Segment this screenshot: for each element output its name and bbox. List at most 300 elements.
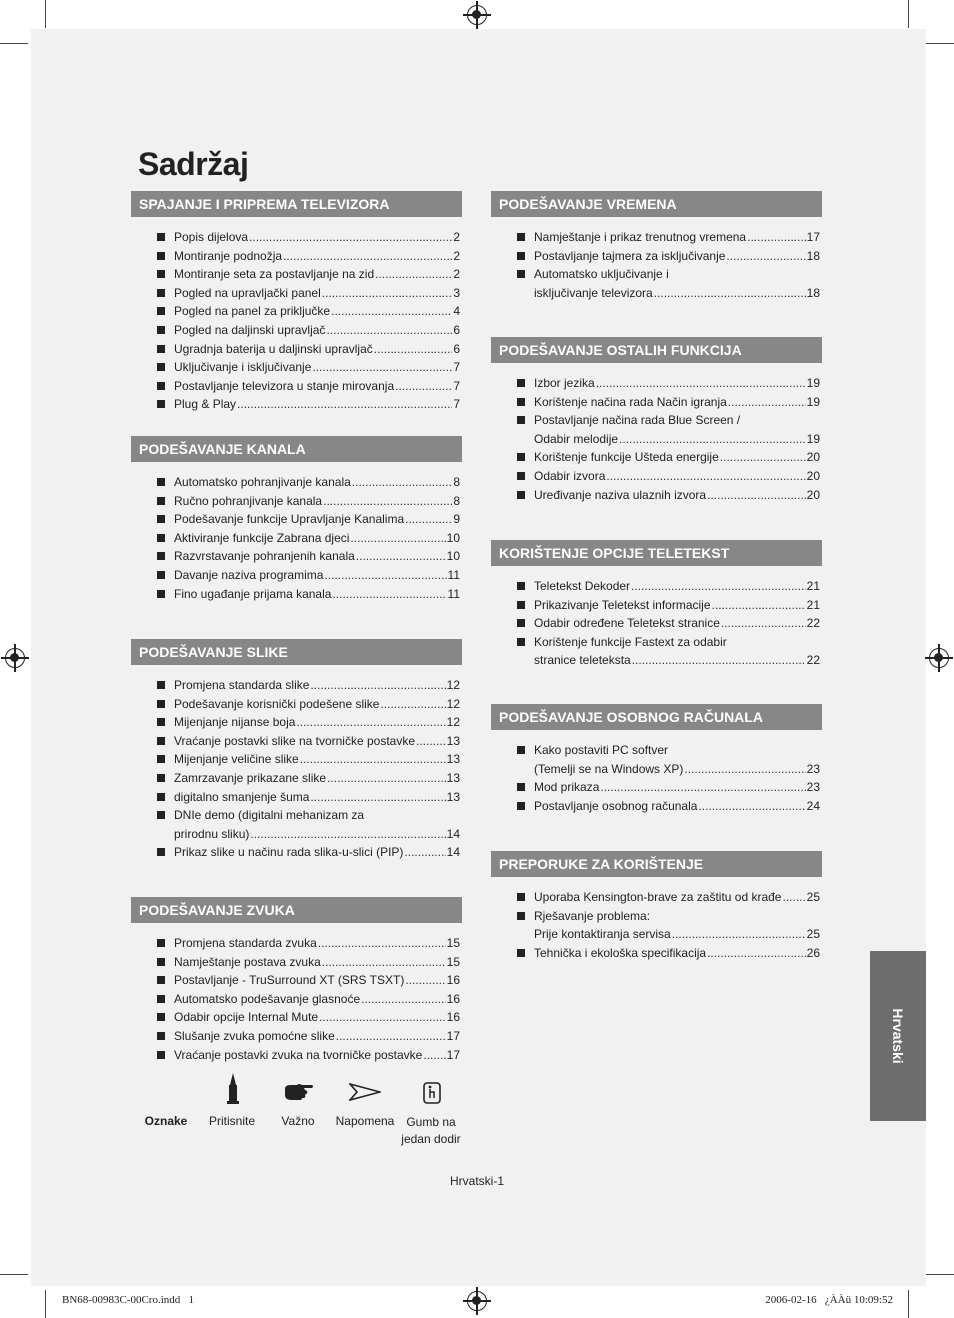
toc-entry-line bbox=[534, 778, 820, 797]
dot-leader bbox=[322, 953, 446, 972]
toc-entry bbox=[131, 1008, 462, 1027]
registration-mark-icon bbox=[5, 648, 25, 668]
toc-entry-line bbox=[174, 529, 460, 548]
bullet-square-icon bbox=[517, 398, 525, 406]
toc-page-number: 20 bbox=[806, 468, 820, 483]
dot-leader bbox=[380, 695, 445, 714]
toc-page-number: 2 bbox=[453, 267, 460, 282]
toc-page-number: 6 bbox=[453, 322, 460, 337]
toc-entry-line bbox=[174, 340, 460, 359]
dot-leader bbox=[312, 358, 452, 377]
toc-entry-line bbox=[174, 302, 460, 321]
toc-page-number: 22 bbox=[806, 616, 820, 631]
toc-page-number: 23 bbox=[806, 780, 820, 795]
bullet-square-icon bbox=[517, 893, 525, 901]
bullet-square-icon bbox=[157, 681, 165, 689]
bullet-square-icon bbox=[157, 1051, 165, 1059]
bullet-square-icon bbox=[157, 958, 165, 966]
toc-page-number: 20 bbox=[806, 487, 820, 502]
toc-entry bbox=[131, 377, 462, 396]
toc-list bbox=[491, 888, 822, 962]
crop-mark bbox=[908, 0, 909, 28]
toc-entry bbox=[131, 358, 462, 377]
bullet-square-icon bbox=[157, 289, 165, 297]
toc-entry-text: Mod prikaza bbox=[534, 780, 600, 795]
toc-page-number: 7 bbox=[453, 360, 460, 375]
dot-leader bbox=[300, 750, 446, 769]
toc-entry bbox=[131, 843, 462, 862]
bullet-square-icon bbox=[157, 571, 165, 579]
toc-entry-text: Namještanje i prikaz trenutnog vremena bbox=[534, 230, 747, 244]
dot-leader bbox=[310, 676, 445, 695]
toc-entry-text: (Temelji se na Windows XP) bbox=[534, 761, 684, 776]
toc-entry-text: Podešavanje funkcije Upravljanje Kanalima bbox=[174, 512, 405, 527]
bullet-square-icon bbox=[157, 976, 165, 984]
toc-entry bbox=[131, 990, 462, 1009]
toc-entry-text: Postavljanje televizora u stanje mirovanja bbox=[174, 378, 395, 393]
toc-entry-line bbox=[534, 284, 820, 303]
toc-entry bbox=[131, 529, 462, 548]
toc-entry-text: Ugradnja baterija u daljinski upravljač bbox=[174, 341, 373, 356]
toc-page-number: 8 bbox=[453, 493, 460, 508]
toc-entry-text: Ručno pohranjivanje kanala bbox=[174, 493, 323, 508]
dot-leader bbox=[361, 990, 446, 1009]
dot-leader bbox=[600, 778, 805, 797]
section-heading: KORIŠTENJE OPCIJE TELETEKST bbox=[491, 540, 822, 566]
toc-page-number: 17 bbox=[446, 1047, 460, 1062]
toc-page-number: 19 bbox=[806, 394, 820, 409]
toc-entry-line bbox=[174, 1027, 460, 1046]
toc-entry-line bbox=[534, 374, 820, 393]
bullet-square-icon bbox=[157, 939, 165, 947]
dot-leader bbox=[296, 713, 445, 732]
toc-entry-text: Prikaz slike u načinu rada slika-u-slici (PIP) bbox=[174, 845, 404, 860]
toc-entry-line bbox=[534, 393, 820, 412]
dot-leader bbox=[332, 585, 446, 604]
legend-press-label: Pritisnite bbox=[208, 1114, 255, 1128]
dot-leader bbox=[619, 430, 806, 449]
toc-entry bbox=[491, 596, 822, 615]
bullet-square-icon bbox=[157, 1013, 165, 1021]
toc-entry bbox=[491, 393, 822, 412]
dot-leader bbox=[356, 547, 446, 566]
toc-entry-line bbox=[534, 247, 820, 266]
toc-entry-line bbox=[174, 510, 460, 529]
toc-entry-line bbox=[534, 448, 820, 467]
toc-entry-line bbox=[174, 377, 460, 396]
bullet-square-icon bbox=[517, 453, 525, 461]
bullet-square-icon bbox=[157, 590, 165, 598]
bullet-square-icon bbox=[517, 638, 525, 646]
toc-entry-text: Uređivanje naziva ulaznih izvora bbox=[534, 487, 707, 502]
bullet-square-icon bbox=[157, 252, 165, 260]
toc-entry-text: Promjena standarda slike bbox=[174, 678, 310, 692]
toc-entry-line bbox=[174, 971, 460, 990]
toc-page-number: 17 bbox=[446, 1028, 460, 1043]
toc-page-number: 12 bbox=[446, 678, 460, 692]
toc-page-number: 19 bbox=[806, 431, 820, 446]
toc-entry-text: Prikazivanje Teletekst informacije bbox=[534, 597, 711, 612]
toc-entry-line bbox=[534, 467, 820, 486]
dot-leader bbox=[720, 448, 806, 467]
dot-leader bbox=[375, 265, 452, 284]
toc-entry-text: Automatsko pohranjivanje kanala bbox=[174, 475, 351, 489]
toc-entry-line bbox=[174, 713, 460, 732]
legend-title: Oznake bbox=[144, 1114, 188, 1128]
toc-entry-line bbox=[174, 284, 460, 303]
section-heading: PODEŠAVANJE VREMENA bbox=[491, 191, 822, 217]
bullet-square-icon bbox=[157, 1032, 165, 1040]
dot-leader bbox=[606, 467, 805, 486]
bullet-square-icon bbox=[517, 379, 525, 387]
toc-page-number: 15 bbox=[446, 936, 460, 950]
toc-list bbox=[491, 228, 822, 302]
toc-entry-line bbox=[174, 990, 460, 1009]
toc-entry-text: Postavljanje načina rada Blue Screen / bbox=[534, 413, 741, 428]
toc-entry-line bbox=[534, 888, 820, 907]
toc-entry-line bbox=[174, 1046, 460, 1065]
toc-entry bbox=[491, 486, 822, 505]
toc-entry-text: Teletekst Dekoder bbox=[534, 579, 631, 593]
toc-entry-line bbox=[534, 741, 820, 760]
toc-page-number: 2 bbox=[453, 248, 460, 263]
toc-entry-text: Montiranje podnožja bbox=[174, 248, 283, 263]
toc-entry-line bbox=[174, 265, 460, 284]
toc-entry-line bbox=[534, 907, 820, 926]
toc-entry-text: Promjena standarda zvuka bbox=[174, 936, 317, 950]
dot-leader bbox=[327, 769, 446, 788]
toc-entry-text: Slušanje zvuka pomoćne slike bbox=[174, 1028, 335, 1043]
legend-one-touch-line1: Gumb na bbox=[406, 1115, 456, 1129]
dot-leader bbox=[631, 577, 806, 596]
toc-entry-text: Aktiviranje funkcije Zabrana djeci bbox=[174, 530, 350, 545]
crop-mark bbox=[45, 1290, 46, 1318]
toc-entry-line bbox=[534, 925, 820, 944]
toc-entry-line bbox=[174, 228, 460, 247]
toc-entry-text: Prije kontaktiranja servisa bbox=[534, 927, 671, 942]
dot-leader bbox=[405, 510, 452, 529]
toc-entry-text: Namještanje postava zvuka bbox=[174, 954, 321, 969]
toc-section bbox=[491, 704, 822, 815]
toc-entry bbox=[491, 797, 822, 816]
toc-entry-line bbox=[174, 825, 460, 844]
bullet-square-icon bbox=[157, 995, 165, 1003]
toc-entry-text: Popis dijelova bbox=[174, 230, 249, 244]
dot-leader bbox=[698, 797, 805, 816]
slug-timestamp: 2006-02-16 ¿ÀÀü 10:09:52 bbox=[765, 1294, 893, 1306]
bullet-square-icon bbox=[157, 755, 165, 763]
legend-note-label: Napomena bbox=[335, 1114, 395, 1128]
toc-page-number: 23 bbox=[806, 761, 820, 776]
toc-entry-text: Postavljanje - TruSurround XT (SRS TSXT) bbox=[174, 973, 405, 988]
toc-entry-line bbox=[534, 760, 820, 779]
bullet-square-icon bbox=[517, 233, 525, 241]
toc-page-number: 15 bbox=[446, 954, 460, 969]
toc-entry bbox=[131, 788, 462, 807]
toc-entry-line bbox=[534, 651, 820, 670]
dot-leader bbox=[707, 486, 806, 505]
toc-entry bbox=[131, 321, 462, 340]
toc-entry bbox=[491, 778, 822, 797]
toc-entry bbox=[491, 467, 822, 486]
toc-entry bbox=[131, 395, 462, 414]
toc-entry-line bbox=[174, 358, 460, 377]
dot-leader bbox=[326, 321, 452, 340]
toc-entry-text: stranice teleteksta bbox=[534, 653, 631, 668]
toc-entry-line bbox=[174, 788, 460, 807]
toc-entry-text: Korištenje funkcije Ušteda energije bbox=[534, 450, 719, 465]
toc-entry-line bbox=[174, 953, 460, 972]
note-arrow-icon bbox=[349, 1082, 381, 1102]
section-heading: PODEŠAVANJE OSTALIH FUNKCIJA bbox=[491, 337, 822, 363]
dot-leader bbox=[395, 377, 452, 396]
toc-entry-text: Postavljanje osobnog računala bbox=[534, 798, 698, 813]
toc-entry bbox=[131, 247, 462, 266]
toc-entry bbox=[491, 265, 822, 302]
bullet-square-icon bbox=[157, 363, 165, 371]
toc-page-number: 13 bbox=[446, 770, 460, 785]
toc-entry bbox=[491, 614, 822, 633]
pointing-hand-icon bbox=[283, 1082, 315, 1102]
bullet-square-icon bbox=[157, 534, 165, 542]
toc-page-number: 21 bbox=[806, 597, 820, 612]
toc-entry bbox=[131, 971, 462, 990]
bullet-square-icon bbox=[157, 270, 165, 278]
dot-leader bbox=[336, 1027, 446, 1046]
dot-leader bbox=[423, 1046, 445, 1065]
dot-leader bbox=[322, 284, 453, 303]
bullet-square-icon bbox=[157, 400, 165, 408]
toc-entry bbox=[131, 1046, 462, 1065]
toc-entry bbox=[491, 633, 822, 670]
registration-mark-icon bbox=[467, 5, 487, 25]
toc-entry-line bbox=[174, 732, 460, 751]
toc-entry bbox=[131, 302, 462, 321]
crop-mark bbox=[0, 43, 28, 44]
toc-page-number: 26 bbox=[806, 945, 820, 960]
toc-entry bbox=[491, 448, 822, 467]
dot-leader bbox=[632, 651, 806, 670]
toc-entry-text: Pogled na panel za priključke bbox=[174, 304, 331, 319]
toc-page-number: 13 bbox=[446, 733, 460, 748]
dot-leader bbox=[416, 732, 446, 751]
section-heading: PODEŠAVANJE KANALA bbox=[131, 436, 462, 462]
toc-entry-line bbox=[174, 473, 460, 492]
toc-entry-text: Plug & Play bbox=[174, 397, 237, 412]
press-icon bbox=[223, 1072, 243, 1106]
toc-entry bbox=[131, 340, 462, 359]
toc-entry-line bbox=[174, 492, 460, 511]
toc-page-number: 14 bbox=[446, 826, 460, 841]
dot-leader bbox=[707, 944, 806, 963]
toc-entry-line bbox=[174, 395, 460, 414]
toc-entry bbox=[131, 806, 462, 843]
toc-entry-text: Razvrstavanje pohranjenih kanala bbox=[174, 549, 355, 564]
section-heading: PREPORUKE ZA KORIŠTENJE bbox=[491, 851, 822, 877]
dot-leader bbox=[404, 843, 445, 862]
toc-page-number: 16 bbox=[446, 991, 460, 1006]
toc-page-number: 4 bbox=[453, 304, 460, 319]
toc-entry-text: Korištenje funkcije Fastext za odabir bbox=[534, 634, 727, 649]
toc-entry-line bbox=[174, 676, 460, 695]
dot-leader bbox=[324, 566, 446, 585]
toc-section bbox=[131, 436, 462, 603]
toc-entry-line bbox=[534, 265, 820, 284]
toc-page-number: 25 bbox=[806, 890, 820, 904]
slug-filename: BN68-00983C-00Cro.indd 1 bbox=[62, 1294, 194, 1306]
toc-entry-line bbox=[174, 1008, 460, 1027]
toc-entry-line bbox=[534, 797, 820, 816]
toc-entry bbox=[491, 888, 822, 907]
toc-entry-line bbox=[174, 769, 460, 788]
toc-page-number: 24 bbox=[806, 798, 820, 813]
dot-leader bbox=[331, 302, 452, 321]
bullet-square-icon bbox=[157, 478, 165, 486]
bullet-square-icon bbox=[157, 497, 165, 505]
toc-entry bbox=[491, 577, 822, 596]
toc-entry-line bbox=[174, 934, 460, 953]
toc-entry bbox=[131, 676, 462, 695]
toc-entry bbox=[131, 473, 462, 492]
toc-page-number: 2 bbox=[453, 230, 460, 244]
bullet-square-icon bbox=[517, 601, 525, 609]
toc-entry-text: prirodnu sliku) bbox=[174, 826, 250, 841]
toc-entry bbox=[131, 566, 462, 585]
toc-entry bbox=[131, 695, 462, 714]
toc-entry-line bbox=[534, 486, 820, 505]
toc-entry-line bbox=[174, 566, 460, 585]
toc-entry-line bbox=[534, 596, 820, 615]
toc-entry bbox=[131, 228, 462, 247]
toc-entry-text: isključivanje televizora bbox=[534, 285, 653, 300]
section-heading: PODEŠAVANJE SLIKE bbox=[131, 639, 462, 665]
bullet-square-icon bbox=[517, 619, 525, 627]
toc-entry-line bbox=[534, 633, 820, 652]
bullet-square-icon bbox=[517, 802, 525, 810]
dot-leader bbox=[728, 393, 806, 412]
toc-section bbox=[491, 337, 822, 504]
dot-leader bbox=[237, 395, 452, 414]
toc-entry bbox=[491, 944, 822, 963]
dot-leader bbox=[726, 247, 805, 266]
registration-mark-icon bbox=[467, 1291, 487, 1311]
toc-page-number: 19 bbox=[806, 376, 820, 390]
toc-entry-text: Odabir melodije bbox=[534, 431, 619, 446]
toc-entry bbox=[491, 374, 822, 393]
toc-entry-text: Kako postaviti PC softver bbox=[534, 743, 669, 757]
bullet-square-icon bbox=[517, 949, 525, 957]
toc-entry bbox=[131, 492, 462, 511]
toc-list bbox=[491, 577, 822, 670]
bullet-square-icon bbox=[157, 233, 165, 241]
registration-mark-icon bbox=[929, 648, 949, 668]
toc-list bbox=[491, 374, 822, 504]
section-heading: SPAJANJE I PRIPREMA TELEVIZORA bbox=[131, 191, 462, 217]
bullet-square-icon bbox=[157, 700, 165, 708]
toc-entry-text: Odabir izvora bbox=[534, 468, 606, 483]
toc-entry-text: Vraćanje postavki slike na tvorničke postavke bbox=[174, 733, 416, 748]
toc-entry-text: Fino ugađanje prijama kanala bbox=[174, 586, 332, 601]
toc-entry-line bbox=[534, 430, 820, 449]
toc-page-number: 12 bbox=[446, 715, 460, 730]
toc-section bbox=[131, 639, 462, 862]
crop-mark bbox=[45, 0, 46, 28]
dot-leader bbox=[684, 760, 805, 779]
toc-page-number: 10 bbox=[446, 549, 460, 564]
toc-entry-text: Korištenje načina rada Način igranja bbox=[534, 394, 727, 409]
toc-section bbox=[131, 191, 462, 414]
toc-entry bbox=[491, 907, 822, 944]
toc-entry-text: Vraćanje postavki zvuka na tvorničke postavke bbox=[174, 1047, 423, 1062]
dot-leader bbox=[672, 925, 806, 944]
toc-entry bbox=[131, 1027, 462, 1046]
toc-page-number: 13 bbox=[446, 752, 460, 767]
bullet-square-icon bbox=[517, 252, 525, 260]
dot-leader bbox=[318, 934, 446, 953]
toc-entry bbox=[131, 547, 462, 566]
toc-entry-line bbox=[534, 411, 820, 430]
bullet-square-icon bbox=[517, 472, 525, 480]
toc-entry-line bbox=[174, 585, 460, 604]
toc-entry bbox=[131, 585, 462, 604]
toc-entry bbox=[131, 750, 462, 769]
dot-leader bbox=[596, 374, 806, 393]
toc-entry-text: Pogled na upravljački panel bbox=[174, 285, 321, 300]
bullet-square-icon bbox=[157, 382, 165, 390]
toc-entry-line bbox=[174, 750, 460, 769]
toc-entry-text: Podešavanje korisnički podešene slike bbox=[174, 696, 380, 711]
toc-entry bbox=[491, 411, 822, 448]
toc-page-number: 16 bbox=[446, 973, 460, 988]
bullet-square-icon bbox=[157, 326, 165, 334]
crop-mark bbox=[926, 43, 954, 44]
dot-leader bbox=[350, 529, 445, 548]
toc-page-number: 13 bbox=[446, 789, 460, 804]
toc-page-number: 16 bbox=[446, 1010, 460, 1025]
toc-page-number: 18 bbox=[806, 285, 820, 300]
toc-entry-text: Zamrzavanje prikazane slike bbox=[174, 770, 327, 785]
toc-entry bbox=[131, 934, 462, 953]
toc-page-number: 18 bbox=[806, 248, 820, 263]
bullet-square-icon bbox=[157, 793, 165, 801]
one-touch-button-icon bbox=[422, 1081, 442, 1105]
bullet-square-icon bbox=[517, 746, 525, 754]
bullet-square-icon bbox=[517, 416, 525, 424]
toc-list bbox=[131, 676, 462, 862]
dot-leader bbox=[405, 971, 445, 990]
bullet-square-icon bbox=[157, 307, 165, 315]
toc-entry-line bbox=[174, 695, 460, 714]
dot-leader bbox=[323, 492, 452, 511]
bullet-square-icon bbox=[157, 515, 165, 523]
toc-page-number: 11 bbox=[447, 586, 460, 601]
dot-leader bbox=[249, 228, 452, 247]
page-number: Hrvatski-1 bbox=[449, 1174, 504, 1188]
toc-entry-line bbox=[174, 247, 460, 266]
toc-list bbox=[491, 741, 822, 815]
toc-entry bbox=[131, 713, 462, 732]
dot-leader bbox=[283, 247, 452, 266]
toc-page-number: 11 bbox=[447, 567, 460, 582]
toc-entry-text: Automatsko podešavanje glasnoće bbox=[174, 991, 361, 1006]
toc-section bbox=[131, 897, 462, 1064]
toc-entry-line bbox=[174, 547, 460, 566]
toc-page-number: 10 bbox=[446, 530, 460, 545]
toc-entry-text: DNIe demo (digitalni mehanizam za bbox=[174, 808, 365, 823]
toc-entry-line bbox=[534, 577, 820, 596]
toc-entry-line bbox=[534, 614, 820, 633]
toc-entry-text: Izbor jezika bbox=[534, 376, 595, 390]
